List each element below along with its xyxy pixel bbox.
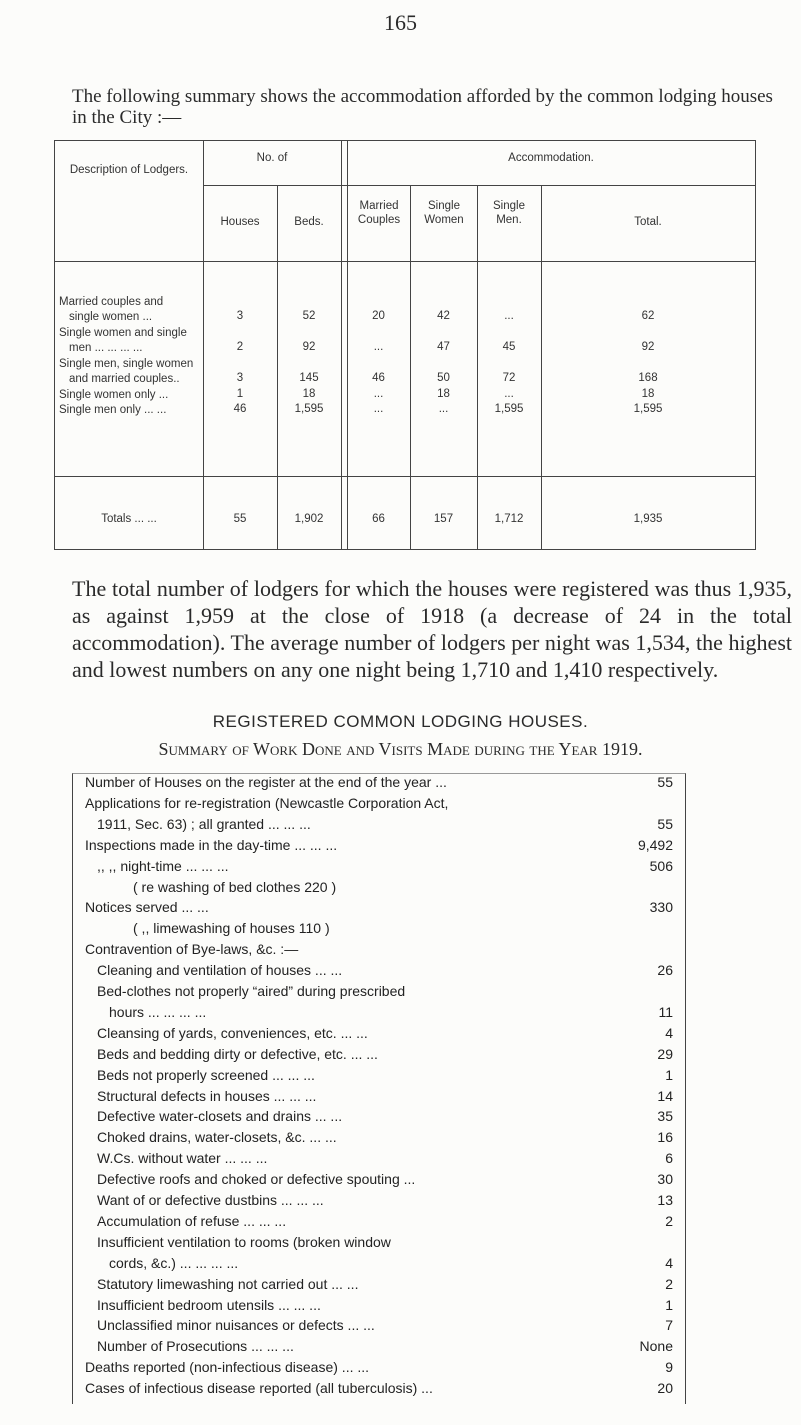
cell: 47 xyxy=(437,341,450,353)
summary-label: Number of Prosecutions ... ... ... xyxy=(97,1338,294,1355)
row-desc: Single women only ... xyxy=(59,389,169,401)
col-houses: Houses xyxy=(220,216,260,228)
cell: 42 xyxy=(437,310,450,322)
summary-label: Number of Houses on the register at the end of the year ... xyxy=(85,774,447,790)
summary-value: 13 xyxy=(657,1192,673,1208)
total-cell: 1,935 xyxy=(633,513,663,525)
cell: ... xyxy=(373,403,384,415)
cell: ... xyxy=(373,388,384,400)
page-number: 165 xyxy=(384,10,417,35)
summary-value: 55 xyxy=(657,815,673,832)
cell: 45 xyxy=(502,341,516,353)
cell: 145 xyxy=(299,372,319,384)
accommodation-table xyxy=(54,140,756,550)
cell: 18 xyxy=(302,388,316,400)
summary-label: Inspections made in the day-time ... ... ... xyxy=(85,836,338,853)
summary-label: Insufficient ventilation to rooms (broken window xyxy=(97,1233,391,1250)
no-of-header: No. of xyxy=(256,152,288,164)
summary-label: Cleansing of yards, conveniences, etc. ... ... xyxy=(97,1024,368,1041)
summary-value: 2 xyxy=(665,1212,673,1229)
summary-value: 4 xyxy=(665,1254,673,1271)
summary-label: Notices served ... ... xyxy=(85,899,209,916)
summary-label: 1911, Sec. 63) ; all granted ... ... ... xyxy=(97,815,311,832)
cell: ... xyxy=(373,341,384,353)
cell: 1,595 xyxy=(633,403,663,415)
cell: 46 xyxy=(372,372,385,384)
summary-label: ,, ,, night-time ... ... ... xyxy=(97,857,229,874)
summary-box xyxy=(72,773,686,1404)
total-cell: 157 xyxy=(433,513,454,525)
total-cell: 66 xyxy=(372,513,385,525)
cell: 18 xyxy=(641,388,655,400)
summary-value: 1 xyxy=(665,1296,673,1313)
summary-label: ( re washing of bed clothes 220 ) xyxy=(133,878,337,895)
col-married-couples: Married Couples xyxy=(357,200,401,226)
cell: 92 xyxy=(302,341,316,353)
summary-value: 29 xyxy=(657,1045,673,1062)
description-header: Description of Lodgers. xyxy=(69,164,189,176)
col-total: Total. xyxy=(634,216,662,228)
cell: ... xyxy=(504,310,514,322)
summary-label: Unclassified minor nuisances or defects ... ... xyxy=(97,1317,375,1334)
summary-label: ( ,, limewashing of houses 110 ) xyxy=(133,920,330,937)
summary-value: 26 xyxy=(657,962,673,979)
summary-value: 35 xyxy=(657,1108,673,1125)
summary-label: Deaths reported (non-infectious disease) ... ... xyxy=(85,1359,370,1376)
col-single-women: Single Women xyxy=(424,200,464,226)
cell: 50 xyxy=(437,372,450,384)
summary-value: 2 xyxy=(665,1275,673,1292)
cell: 46 xyxy=(233,403,247,415)
summary-label: W.Cs. without water ... ... ... xyxy=(97,1150,268,1167)
cell: 1,595 xyxy=(294,403,324,415)
total-cell: 1,902 xyxy=(294,513,324,525)
total-cell: 1,712 xyxy=(494,513,524,525)
col-single-men: Single Men. xyxy=(493,200,525,226)
total-cell: 55 xyxy=(233,513,247,525)
summary-value: 20 xyxy=(657,1380,673,1397)
summary-label: Contravention of Bye-laws, &c. :— xyxy=(85,941,299,958)
summary-value: 16 xyxy=(657,1129,673,1146)
summary-label: cords, &c.) ... ... ... ... xyxy=(109,1254,239,1271)
cell: 92 xyxy=(641,341,655,353)
summary-value: 9 xyxy=(665,1359,673,1376)
intro-text: The following summary shows the accommodation afforded by the common lodging houses in the City :— xyxy=(72,86,773,128)
row-desc: Married couples and single women ... xyxy=(59,296,164,323)
cell: 62 xyxy=(641,310,655,322)
summary-label: Want of or defective dustbins ... ... ... xyxy=(97,1192,324,1208)
cell: 1 xyxy=(236,388,244,400)
summary-value: 330 xyxy=(649,899,673,916)
accommodation-header: Accommodation. xyxy=(508,152,594,164)
summary-label: Choked drains, water-closets, &c. ... ... xyxy=(97,1129,337,1146)
summary-label: Insufficient bedroom utensils ... ... ... xyxy=(97,1296,321,1313)
summary-label: Accumulation of refuse ... ... ... xyxy=(97,1212,287,1229)
total-lodgers-paragraph: The total number of lodgers for which the houses were registered was thus 1,935, as against 1,959 at the close of 1918 (a decrease of 24 in the total accommodation). The average number of lodgers per night was 1,534, the highest and lowest numbers on any one night being 1,710 and 1,410 respectively. xyxy=(72,576,792,682)
summary-value: 4 xyxy=(665,1024,673,1041)
summary-value: 6 xyxy=(665,1150,673,1167)
summary-value: 506 xyxy=(649,857,673,874)
cell: 52 xyxy=(302,310,316,322)
summary-value: 7 xyxy=(665,1317,673,1334)
summary-label: Bed-clothes not properly “aired” during prescribed xyxy=(97,983,406,999)
totals-label: Totals ... ... xyxy=(101,513,157,525)
section-subheading: Summary of Work Done and Visits Made during the Year 1919. xyxy=(158,739,643,759)
cell: 2 xyxy=(236,341,244,353)
summary-label: Beds not properly screened ... ... ... xyxy=(97,1066,315,1083)
summary-label: Applications for re-registration (Newcastle Corporation Act, xyxy=(85,794,449,811)
summary-value: 14 xyxy=(657,1087,673,1104)
cell: 3 xyxy=(236,372,244,384)
summary-value: None xyxy=(639,1338,673,1355)
cell: 20 xyxy=(372,310,385,322)
summary-label: Beds and bedding dirty or defective, etc. ... ... xyxy=(97,1045,378,1062)
summary-value: 30 xyxy=(657,1171,673,1188)
summary-label: Defective roofs and choked or defective spouting ... xyxy=(97,1171,416,1188)
summary-value: 9,492 xyxy=(637,836,673,853)
summary-label: Structural defects in houses ... ... ... xyxy=(97,1087,317,1104)
summary-label: Cases of infectious disease reported (all tuberculosis) ... xyxy=(85,1380,433,1397)
cell: 3 xyxy=(236,310,244,322)
cell: ... xyxy=(504,388,514,400)
summary-label: Statutory limewashing not carried out ... ... xyxy=(97,1275,359,1292)
summary-value: 11 xyxy=(658,1003,673,1020)
summary-value: 55 xyxy=(657,774,673,790)
row-desc: Single men only ... ... xyxy=(59,404,167,416)
summary-value: 1 xyxy=(665,1066,673,1083)
cell: 168 xyxy=(638,372,658,384)
summary-label: Defective water-closets and drains ... ... xyxy=(97,1108,343,1125)
cell: 18 xyxy=(437,388,450,400)
row-desc: Single men, single women and married couples.. xyxy=(59,358,194,385)
cell: 72 xyxy=(502,372,516,384)
col-beds: Beds. xyxy=(294,216,324,228)
row-desc: Single women and single men ... ... ... ... xyxy=(59,327,187,354)
section-heading: REGISTERED COMMON LODGING HOUSES. xyxy=(212,712,589,731)
summary-label: hours ... ... ... ... xyxy=(109,1003,207,1020)
cell: ... xyxy=(438,403,449,415)
cell: 1,595 xyxy=(494,403,524,415)
summary-label: Cleaning and ventilation of houses ... ... xyxy=(97,962,343,979)
